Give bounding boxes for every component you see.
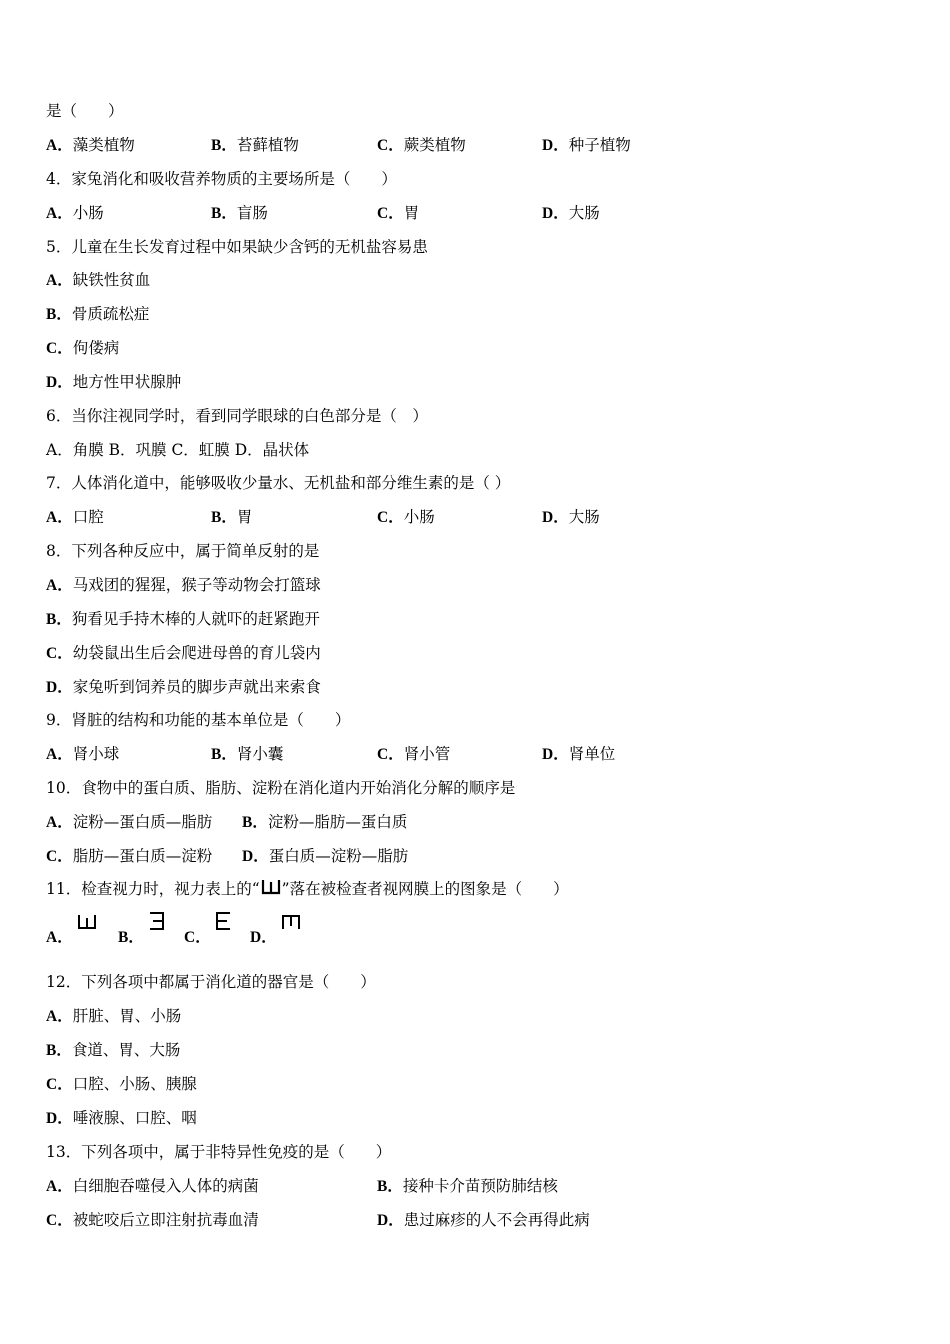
opt-letter: D． — [46, 374, 73, 391]
opt-letter: C． — [184, 929, 211, 946]
q12-option-a[interactable] — [46, 1005, 181, 1027]
q7-num: 7． — [46, 474, 72, 492]
q7-option-a[interactable]: 口腔 — [72, 508, 104, 526]
q10-option-a[interactable]: 淀粉—蛋白质—脂肪 — [72, 813, 213, 831]
e-open-left-icon — [148, 911, 166, 937]
opt-letter: A． — [46, 746, 73, 763]
e-chart-symbol-icon — [260, 878, 282, 902]
q9-option-b[interactable]: 肾小囊 — [236, 745, 284, 763]
q7-stem — [46, 472, 510, 494]
q12-option-b[interactable] — [46, 1039, 180, 1061]
q4-option-d[interactable]: 大肠 — [568, 204, 600, 222]
q9-option-c[interactable]: 肾小管 — [403, 745, 451, 763]
q13-option-d[interactable]: 患过麻疹的人不会再得此病 — [403, 1211, 590, 1229]
q5-option-d-text: 地方性甲状腺肿 — [72, 373, 182, 391]
q5-option-a[interactable] — [46, 269, 150, 291]
q6-options[interactable]: A．角膜 B．巩膜 C．虹膜 D．晶状体 — [46, 441, 310, 459]
q9-num: 9． — [46, 711, 72, 729]
q13-stem — [46, 1141, 391, 1163]
q7-option-c[interactable]: 小肠 — [403, 508, 435, 526]
q9-stem-text: 肾脏的结构和功能的基本单位是（ ） — [71, 711, 351, 729]
opt-letter: A． — [46, 137, 73, 154]
q3-option-d[interactable]: 种子植物 — [568, 136, 631, 154]
q12-num: 12． — [46, 973, 82, 991]
q8-option-d-text: 家兔听到饲养员的脚步声就出来索食 — [72, 678, 321, 696]
q4-num: 4． — [46, 170, 72, 188]
q12-option-b-text: 食道、胃、大肠 — [71, 1041, 181, 1059]
q11-option-c[interactable] — [184, 926, 211, 949]
q5-option-b[interactable] — [46, 303, 149, 325]
q3-option-c[interactable]: 蕨类植物 — [403, 136, 466, 154]
q9-option-a[interactable]: 肾小球 — [72, 745, 120, 763]
opt-letter: A． — [46, 205, 73, 222]
opt-letter: B． — [211, 509, 237, 526]
q5-option-d[interactable] — [46, 371, 181, 393]
q5-option-c[interactable] — [46, 337, 119, 359]
q7-option-b[interactable]: 胃 — [236, 508, 253, 526]
q10-num: 10． — [46, 779, 82, 797]
q4-option-b[interactable]: 盲肠 — [236, 204, 268, 222]
q4-stem-text: 家兔消化和吸收营养物质的主要场所是（ ） — [71, 170, 397, 188]
q8-option-a-text: 马戏团的猩猩，猴子等动物会打篮球 — [72, 576, 321, 594]
q8-option-b[interactable] — [46, 608, 320, 630]
e-open-up-icon — [76, 914, 98, 936]
q13-option-a[interactable]: 白细胞吞噬侵入人体的病菌 — [72, 1177, 259, 1195]
q11-stem — [46, 878, 569, 900]
q8-num: 8． — [46, 542, 72, 560]
q8-stem-text: 下列各种反应中，属于简单反射的是 — [71, 542, 320, 560]
opt-letter: D． — [46, 1110, 73, 1127]
q4-option-c[interactable]: 胃 — [403, 204, 420, 222]
q5-num: 5． — [46, 238, 72, 256]
q9-option-d[interactable]: 肾单位 — [568, 745, 616, 763]
opt-letter: A． — [46, 272, 73, 289]
q12-stem — [46, 971, 376, 993]
q11-num: 11． — [46, 880, 82, 898]
q3-option-b[interactable]: 苔藓植物 — [236, 136, 299, 154]
opt-letter: B． — [211, 137, 237, 154]
q11-stem-before: 检查视力时，视力表上的“ — [81, 880, 260, 898]
q6-stem-text: 当你注视同学时，看到同学眼球的白色部分是（ ） — [71, 407, 428, 425]
opt-letter: C． — [377, 137, 404, 154]
q8-option-d[interactable] — [46, 676, 321, 698]
q8-option-c-text: 幼袋鼠出生后会爬进母兽的育儿袋内 — [72, 644, 321, 662]
q12-option-d-text: 唾液腺、口腔、咽 — [72, 1109, 197, 1127]
q7-stem-text: 人体消化道中，能够吸收少量水、无机盐和部分维生素的是（ ） — [71, 474, 511, 492]
opt-letter: D． — [542, 746, 569, 763]
opt-letter: A． — [46, 1178, 73, 1195]
opt-letter: A． — [46, 1008, 73, 1025]
q5-stem-text: 儿童在生长发育过程中如果缺少含钙的无机盐容易患 — [71, 238, 428, 256]
opt-letter: A． — [46, 509, 73, 526]
opt-letter: C． — [46, 1076, 73, 1093]
q8-option-b-text: 狗看见手持木棒的人就吓的赶紧跑开 — [71, 610, 320, 628]
q13-num: 13． — [46, 1143, 82, 1161]
opt-letter: C． — [377, 205, 404, 222]
opt-letter: D． — [542, 137, 569, 154]
opt-letter: C． — [46, 1212, 73, 1229]
opt-letter: B． — [242, 814, 268, 831]
opt-letter: C． — [377, 746, 404, 763]
opt-letter: D． — [46, 679, 73, 696]
q11-option-d[interactable] — [250, 926, 277, 949]
q10-stem-text: 食物中的蛋白质、脂肪、淀粉在消化道内开始消化分解的顺序是 — [81, 779, 516, 797]
opt-letter: B． — [46, 611, 72, 628]
opt-letter: C． — [377, 509, 404, 526]
q3-stem-tail: 是（ ） — [46, 102, 124, 120]
e-open-down-icon — [280, 914, 302, 936]
e-open-right-icon — [214, 911, 232, 937]
q5-stem — [46, 236, 428, 258]
q12-option-c-text: 口腔、小肠、胰腺 — [72, 1075, 197, 1093]
opt-letter: D． — [242, 848, 269, 865]
q12-option-a-text: 肝脏、胃、小肠 — [72, 1007, 182, 1025]
opt-letter: D． — [542, 205, 569, 222]
opt-letter: C． — [46, 848, 73, 865]
opt-letter: D． — [542, 509, 569, 526]
opt-letter: A． — [46, 577, 73, 594]
opt-letter: A． — [46, 814, 73, 831]
opt-letter: B． — [118, 929, 144, 946]
q8-stem — [46, 540, 319, 562]
q5-option-b-text: 骨质疏松症 — [71, 305, 150, 323]
opt-letter: B． — [211, 746, 237, 763]
opt-letter: C． — [46, 645, 73, 662]
q5-option-a-text: 缺铁性贫血 — [72, 271, 151, 289]
q4-option-a[interactable]: 小肠 — [72, 204, 104, 222]
opt-letter: B． — [377, 1178, 403, 1195]
q10-option-c[interactable]: 脂肪—蛋白质—淀粉 — [72, 847, 213, 865]
q6-stem — [46, 405, 428, 427]
opt-letter: A． — [46, 929, 73, 946]
q8-option-a[interactable] — [46, 574, 321, 596]
q11-option-a[interactable] — [46, 926, 73, 949]
q3-option-a[interactable]: 藻类植物 — [72, 136, 135, 154]
opt-letter: B． — [211, 205, 237, 222]
opt-letter: D． — [250, 929, 277, 946]
q10-option-d[interactable]: 蛋白质—淀粉—脂肪 — [268, 847, 409, 865]
q8-option-c[interactable] — [46, 642, 321, 664]
q5-option-c-text: 佝偻病 — [72, 339, 120, 357]
q12-option-d[interactable] — [46, 1107, 197, 1129]
q12-stem-text: 下列各项中都属于消化道的器官是（ ） — [81, 973, 376, 991]
q13-stem-text: 下列各项中，属于非特异性免疫的是（ ） — [81, 1143, 392, 1161]
opt-letter: D． — [377, 1212, 404, 1229]
q6-num: 6． — [46, 407, 72, 425]
q12-option-c[interactable] — [46, 1073, 197, 1095]
q13-option-c[interactable]: 被蛇咬后立即注射抗毒血清 — [72, 1211, 259, 1229]
q7-option-d[interactable]: 大肠 — [568, 508, 600, 526]
q11-stem-after: ”落在被检查者视网膜上的图象是（ ） — [281, 880, 569, 898]
q13-option-b[interactable]: 接种卡介苗预防肺结核 — [402, 1177, 558, 1195]
opt-letter: B． — [46, 306, 72, 323]
q4-stem — [46, 168, 397, 190]
q10-stem — [46, 777, 515, 799]
q10-option-b[interactable]: 淀粉—脂肪—蛋白质 — [267, 813, 408, 831]
q11-option-b[interactable] — [118, 926, 144, 949]
opt-letter: C． — [46, 340, 73, 357]
q9-stem — [46, 709, 350, 731]
opt-letter: B． — [46, 1042, 72, 1059]
